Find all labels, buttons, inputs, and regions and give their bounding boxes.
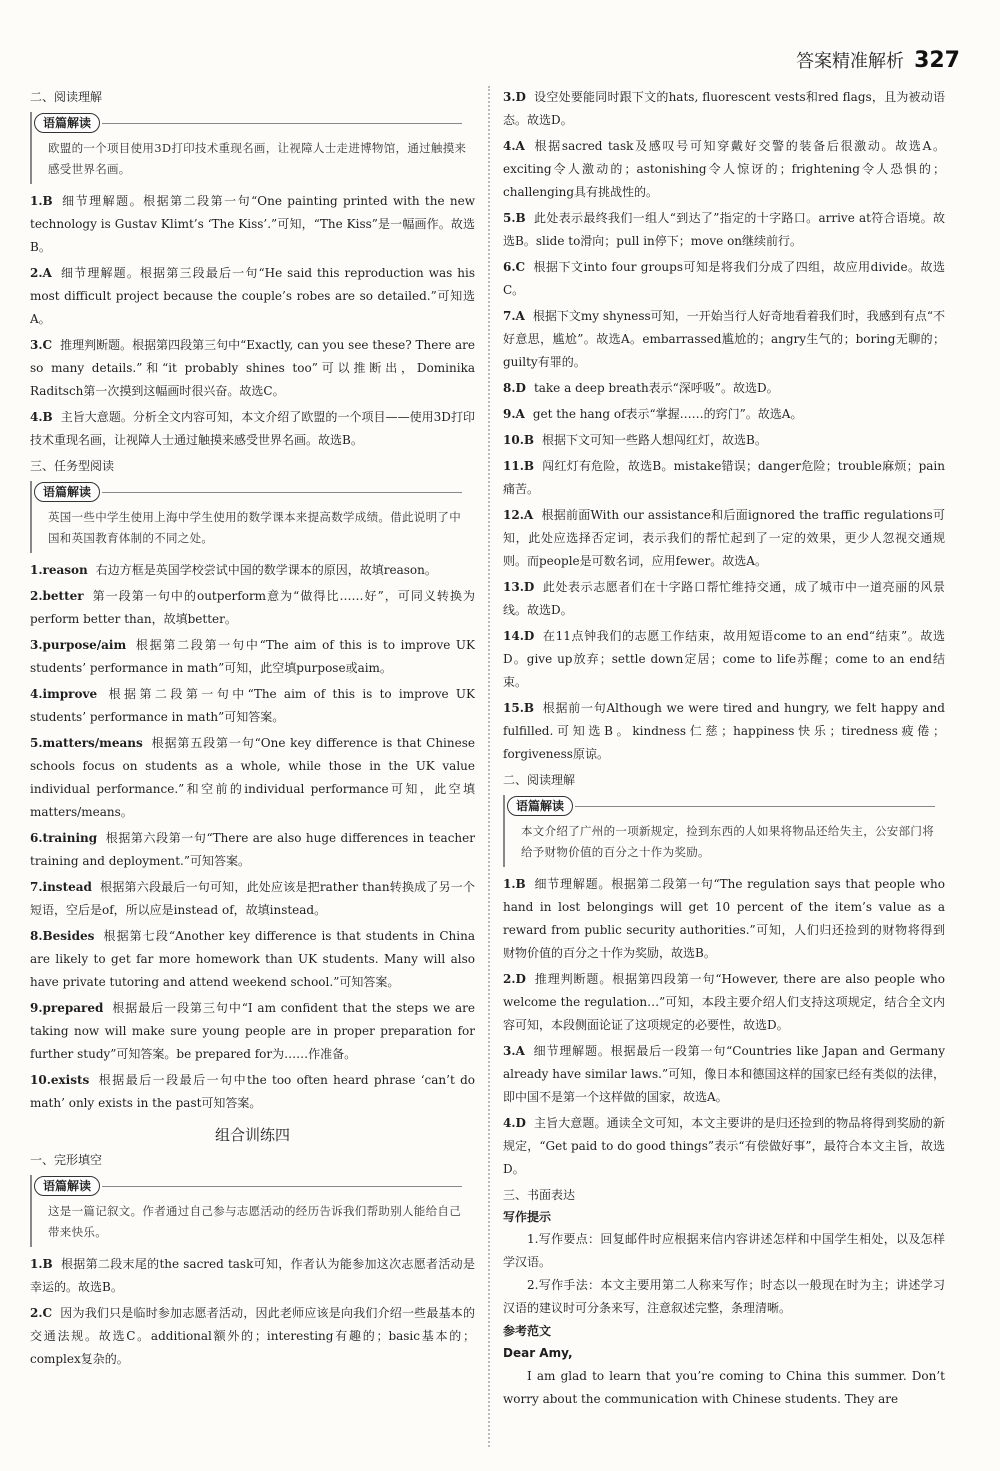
- passage-summary-box: [30, 1175, 475, 1247]
- answer-explanation: 因为我们只是临时参加志愿者活动，因此老师应该是向我们介绍一些最基本的交通法规。故选C。additional额外的；interesting有趣的；basic基本的；complex复杂的。: [30, 1306, 475, 1366]
- answer-item: [30, 585, 475, 631]
- answer-item: [30, 634, 475, 680]
- answer-key: 6.training: [30, 831, 98, 845]
- answer-key: 2.better: [30, 589, 84, 603]
- answer-key: 2.D: [503, 972, 526, 986]
- answer-key: 3.purpose/aim: [30, 638, 127, 652]
- answer-item: [503, 504, 945, 573]
- answer-key: 4.improve: [30, 687, 98, 701]
- answer-item: [503, 455, 945, 501]
- answer-explanation: 根据下文可知一些路人想闯红灯，故选B。: [542, 433, 767, 447]
- answer-item: [503, 1112, 945, 1181]
- answer-item: [503, 968, 945, 1037]
- answer-key: 13.D: [503, 580, 535, 594]
- answer-explanation: 细节理解题。根据第二段第一句“The regulation says that people who hand in lost belongings will get 10 percent of the item’s value as a reward from public security authorities.”可知，人们归还捡到的财物将得到财物价值的百分之十作为奖励，故选B。: [503, 877, 945, 960]
- summary-text: 欧盟的一个项目使用3D打印技术重现名画，让视障人士走进博物馆，通过触摸来感受世界名画。: [48, 141, 467, 176]
- answer-key: 5.B: [503, 211, 526, 225]
- answer-explanation: take a deep breath表示“深呼吸”。故选D。: [533, 381, 779, 395]
- letter-greeting: Dear Amy,: [503, 1346, 573, 1360]
- answer-key: 9.prepared: [30, 1001, 104, 1015]
- answer-key: 5.matters/means: [30, 736, 143, 750]
- answer-item: [503, 429, 945, 452]
- right-column: [503, 86, 945, 1461]
- answer-key: 1.B: [30, 194, 53, 208]
- answer-explanation: 细节理解题。根据第二段第一句“One painting printed with the new technology is Gustav Klimt’s ‘The Kiss’.”可知，“The Kiss”是一幅画作。故选B。: [30, 194, 475, 254]
- answer-explanation: 根据第七段“Another key difference is that students in China are likely to get far more homework than UK students. Many will also have private tutoring and attend weekend school.”可知答案。: [30, 929, 475, 989]
- answer-item: [503, 135, 945, 204]
- answer-explanation: 此处表示最终我们一组人“到达了”指定的十字路口。arrive at符合语境。故选B。slide to滑向；pull in停下；move on继续前行。: [503, 211, 945, 248]
- answer-explanation: 根据最后一段第三句中“I am confident that the steps we are taking now will make sure young people are in proper preparation for further study”可知答案。be prepared for为……作准备。: [30, 1001, 475, 1061]
- sample-essay-label: 参考范文: [503, 1324, 552, 1338]
- answer-item: [503, 256, 945, 302]
- letter-body: I am glad to learn that you’re coming to China this summer. Don’t worry about the communication with Chinese students. They are: [503, 1369, 945, 1406]
- answer-explanation: 右边方框是英国学校尝试中国的数学课本的原因，故填reason。: [95, 563, 437, 577]
- answer-item: [503, 305, 945, 374]
- answer-key: 8.Besides: [30, 929, 95, 943]
- answer-item: [30, 1302, 475, 1371]
- answer-explanation: 根据sacred task及感叹号可知穿戴好交警的装备后很激动。故选A。exciting令人激动的；astonishing令人惊讶的；frightening令人恐惧的；challenging具有挑战性的。: [503, 139, 945, 199]
- answer-explanation: 推理判断题。根据第四段第一句“However, there are also people who welcome the regulation…”可知，本段主要介绍人们支持这项规定，结合全文内容可知，本段侧面论证了这项规定的必要性，故选D。: [503, 972, 945, 1032]
- answer-explanation: 根据第二段末尾的the sacred task可知，作者认为能参加这次志愿者活动是幸运的。故选B。: [30, 1257, 475, 1294]
- answer-list: [30, 190, 475, 452]
- answer-key: 10.exists: [30, 1073, 90, 1087]
- summary-badge: 语篇解读: [34, 113, 100, 133]
- answer-explanation: 根据第六段第一句“There are also huge differences in teacher training and deployment.”可知答案。: [30, 831, 475, 868]
- answer-key: 11.B: [503, 459, 535, 473]
- summary-badge: 语篇解读: [507, 796, 573, 816]
- answer-explanation: 主旨大意题。通读全文可知，本文主要讲的是归还捡到的物品将得到奖励的新规定，“Get paid to do good things”表示“有偿做好事”，最符合本文主旨，故选D。: [503, 1116, 945, 1176]
- answer-key: 10.B: [503, 433, 535, 447]
- answer-explanation: 根据第六段最后一句可知，此处应该是把rather than转换成了另一个短语，空后是of，所以应是instead of，故填instead。: [30, 880, 475, 917]
- section-title: 一、完形填空: [30, 1153, 103, 1167]
- answer-key: 12.A: [503, 508, 534, 522]
- answer-item: [503, 873, 945, 965]
- section-title: 三、任务型阅读: [30, 459, 115, 473]
- page-number: 327: [914, 47, 960, 73]
- left-column: [30, 86, 475, 1461]
- answer-item: [30, 1253, 475, 1299]
- summary-badge: 语篇解读: [34, 1176, 100, 1196]
- answer-explanation: 细节理解题。根据第三段最后一句“He said this reproduction was his most difficult project because the couple’s robes are so detailed.”可知选A。: [30, 266, 475, 326]
- answer-explanation: 第一段第一句中的outperform意为“做得比……好”，可同义转换为perform better than，故填better。: [30, 589, 475, 626]
- answer-item: [30, 1069, 475, 1115]
- answer-item: [30, 876, 475, 922]
- answer-key: 1.B: [503, 877, 526, 891]
- answer-key: 8.D: [503, 381, 526, 395]
- answer-explanation: 根据前面With our assistance和后面ignored the traffic regulations可知，此处应选择否定词，表示我们的帮忙起到了一定的效果，更少人忽视交通规则。而people是可数名词，应用fewer。故选A。: [503, 508, 945, 568]
- answer-item: [503, 1040, 945, 1109]
- answer-item: [503, 377, 945, 400]
- page-header: [796, 40, 960, 80]
- passage-summary-box: [30, 481, 475, 553]
- answer-key: 9.A: [503, 407, 525, 421]
- answer-explanation: get the hang of表示“掌握……的窍门”。故选A。: [532, 407, 803, 421]
- answer-key: 7.A: [503, 309, 525, 323]
- answer-explanation: 此处表示志愿者们在十字路口帮忙维持交通，成了城市中一道亮丽的风景线。故选D。: [503, 580, 945, 617]
- exercise-title: 组合训练四: [214, 1126, 290, 1144]
- answer-key: 3.D: [503, 90, 526, 104]
- answer-explanation: 设空处要能同时跟下文的hats, fluorescent vests和red flags，且为被动语态。故选D。: [503, 90, 945, 127]
- answer-list: [30, 559, 475, 1115]
- writing-tips-label: 写作提示: [503, 1210, 552, 1224]
- answer-explanation: 细节理解题。根据最后一段第一句“Countries like Japan and Germany already have similar laws.”可知，像日本和德国这样的国家已经有类似的法律，即中国不是第一个这样做的国家，故选A。: [503, 1044, 945, 1104]
- answer-explanation: 根据最后一段最后一句中the too often heard phrase ‘can’t do math’ only exists in the past可知答案。: [30, 1073, 475, 1110]
- column-divider: [488, 86, 490, 1447]
- answer-list: [30, 1253, 475, 1371]
- answer-explanation: 根据下文into four groups可知是将我们分成了四组，故应用divide。故选C。: [503, 260, 945, 297]
- answer-item: [30, 190, 475, 259]
- answer-key: 14.D: [503, 629, 535, 643]
- answer-list: [503, 86, 945, 766]
- section-title: 三、书面表达: [503, 1188, 576, 1202]
- answer-key: 3.A: [503, 1044, 525, 1058]
- answer-explanation: 根据前一句Although we were tired and hungry, we felt happy and fulfilled.可知选B。kindness仁慈；happiness快乐；tiredness疲倦；forgiveness原谅。: [503, 701, 945, 761]
- passage-summary-box: [503, 795, 945, 867]
- answer-key: 4.A: [503, 139, 525, 153]
- answer-key: 2.C: [30, 1306, 53, 1320]
- passage-summary-box: [30, 112, 475, 184]
- answer-list: [503, 873, 945, 1181]
- writing-tip: 1.写作要点：回复邮件时应根据来信内容讲述怎样和中国学生相处，以及怎样学汉语。: [503, 1232, 945, 1269]
- answer-item: [30, 559, 475, 582]
- answer-item: [503, 86, 945, 132]
- summary-badge: 语篇解读: [34, 482, 100, 502]
- answer-key: 3.C: [30, 338, 53, 352]
- answer-item: [30, 997, 475, 1066]
- section-title: 二、阅读理解: [30, 90, 103, 104]
- answer-explanation: 根据下文my shyness可知，一开始当行人好奇地看着我们时，我感到有点“不好意思，尴尬”。故选A。embarrassed尴尬的；angry生气的；boring无聊的；guilty有罪的。: [503, 309, 945, 369]
- answer-key: 2.A: [30, 266, 52, 280]
- answer-item: [30, 827, 475, 873]
- answer-key: 1.B: [30, 1257, 53, 1271]
- answer-explanation: 主旨大意题。分析全文内容可知，本文介绍了欧盟的一个项目——使用3D打印技术重现名画，让视障人士通过触摸来感受世界名画。故选B。: [30, 410, 475, 447]
- writing-tip: 2.写作手法：本文主要用第二人称来写作；时态以一般现在时为主；讲述学习汉语的建议时可分条来写，注意叙述完整，条理清晰。: [503, 1278, 945, 1315]
- answer-item: [503, 625, 945, 694]
- answer-item: [30, 732, 475, 824]
- answer-key: 4.D: [503, 1116, 526, 1130]
- answer-explanation: 闯红灯有危险，故选B。mistake错误；danger危险；trouble麻烦；pain痛苦。: [503, 459, 945, 496]
- answer-item: [503, 576, 945, 622]
- answer-key: 6.C: [503, 260, 526, 274]
- answer-item: [30, 406, 475, 452]
- section-title: 二、阅读理解: [503, 773, 576, 787]
- answer-explanation: 在11点钟我们的志愿工作结束，故用短语come to an end“结束”。故选D。give up放弃；settle down定居；come to life苏醒；come to an end结束。: [503, 629, 945, 689]
- answer-item: [30, 683, 475, 729]
- answer-explanation: 根据第二段第一句中“The aim of this is to improve UK students’ performance in math”可知，此空填purpose或aim。: [30, 638, 475, 675]
- answer-explanation: 根据第五段第一句“One key difference is that Chinese schools focus on students as a whole, while those in the UK value individual performance.”和空前的individual performance可知，此空填matters/means。: [30, 736, 475, 819]
- answer-key: 15.B: [503, 701, 535, 715]
- answer-item: [30, 262, 475, 331]
- answer-explanation: 根据第二段第一句中“The aim of this is to improve UK students’ performance in math”可知答案。: [30, 687, 475, 724]
- summary-text: 这是一篇记叙文。作者通过自己参与志愿活动的经历告诉我们帮助别人能给自己带来快乐。: [48, 1204, 461, 1239]
- answer-explanation: 推理判断题。根据第四段第三句中“Exactly, can you see these? There are so many details.”和“it probably shines too”可以推断出，Dominika Raditsch第一次摸到这幅画时很兴奋。故选C。: [30, 338, 475, 398]
- answer-item: [503, 403, 945, 426]
- answer-key: 1.reason: [30, 563, 88, 577]
- answer-key: 4.B: [30, 410, 53, 424]
- answer-item: [503, 207, 945, 253]
- answer-key: 7.instead: [30, 880, 92, 894]
- answer-item: [503, 697, 945, 766]
- answer-item: [30, 925, 475, 994]
- summary-text: 本文介绍了广州的一项新规定，捡到东西的人如果将物品还给失主，公安部门将给予财物价值的百分之十作为奖励。: [521, 824, 934, 859]
- summary-text: 英国一些中学生使用上海中学生使用的数学课本来提高数学成绩。借此说明了中国和英国教育体制的不同之处。: [48, 510, 461, 545]
- header-title: 答案精准解析: [796, 51, 905, 72]
- answer-item: [30, 334, 475, 403]
